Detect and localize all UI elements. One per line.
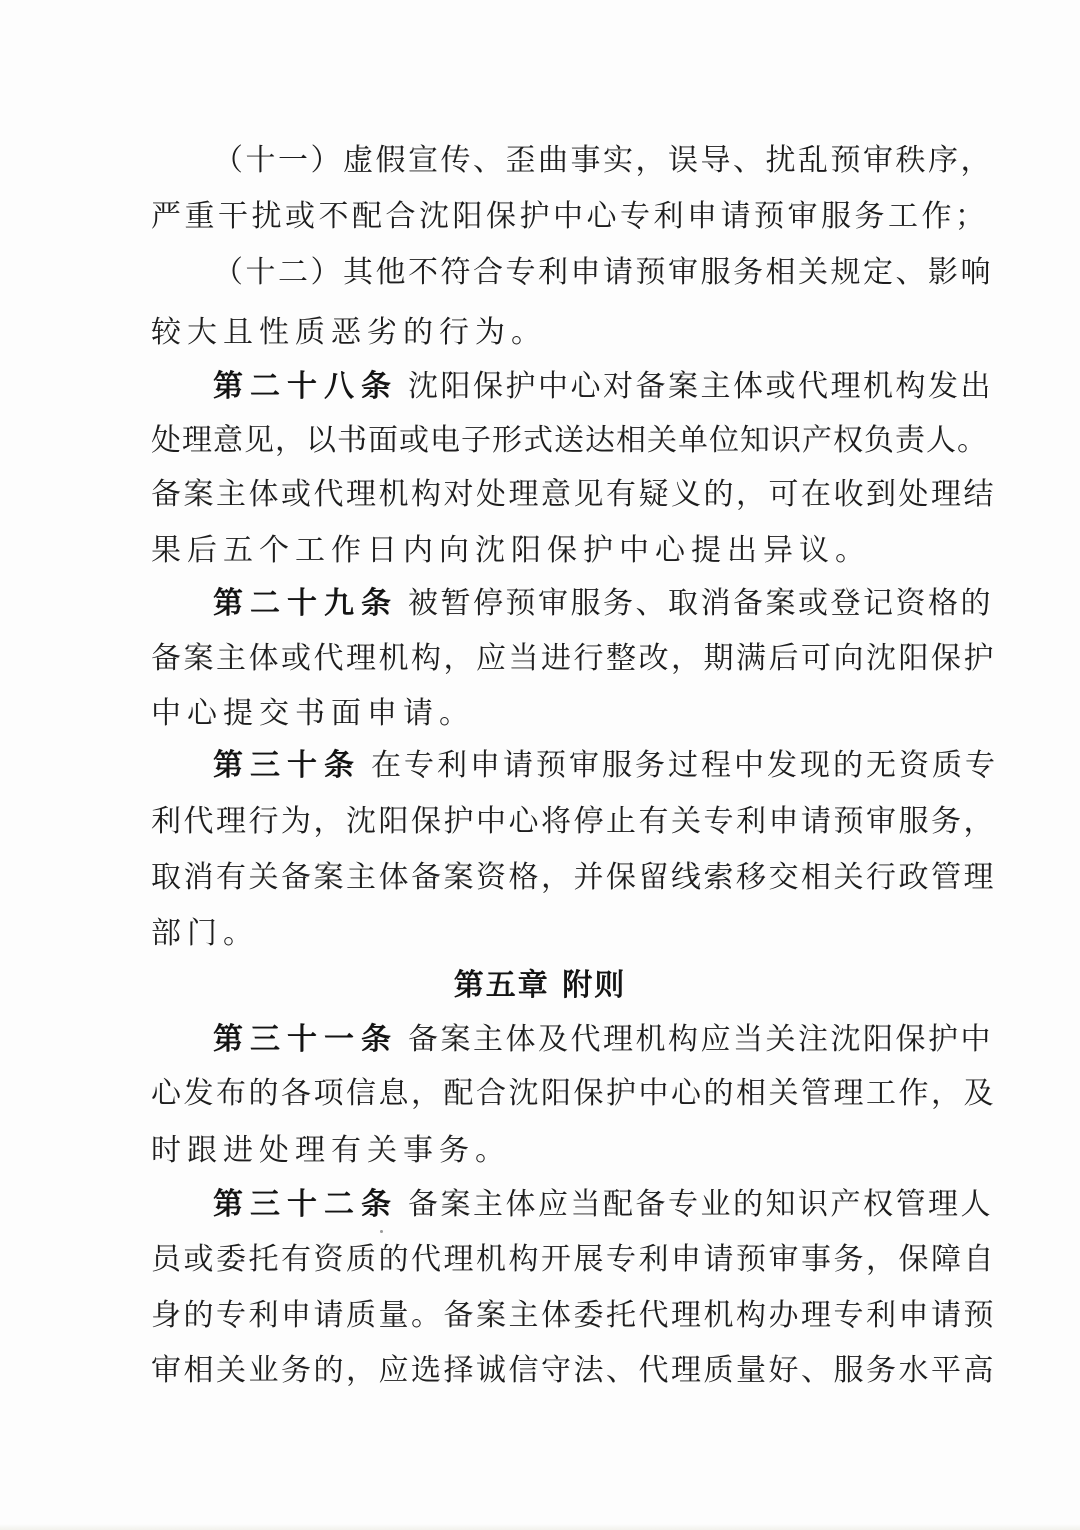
text-line: 备案主体或代理机构对处理意见有疑义的，可在收到处理结 bbox=[151, 477, 996, 512]
article-text: 在专利申请预审服务过程中发现的无资质专 bbox=[371, 748, 998, 783]
article-text: 沈阳保护中心对备案主体或代理机构发出 bbox=[408, 369, 993, 404]
article-31-line bbox=[213, 1020, 993, 1060]
text-line: 心发布的各项信息，配合沈阳保护中心的相关管理工作，及 bbox=[151, 1076, 996, 1111]
article-label: 第二十九条 bbox=[213, 586, 398, 621]
text-line: 时跟进处理有关事务。 bbox=[151, 1133, 511, 1168]
text-line: 果后五个工作日内向沈阳保护中心提出异议。 bbox=[151, 533, 871, 568]
article-text: 备案主体及代理机构应当关注沈阳保护中 bbox=[408, 1022, 993, 1057]
article-label: 第三十二条 bbox=[213, 1187, 398, 1222]
article-30-line bbox=[213, 746, 998, 786]
scan-speck bbox=[380, 1230, 383, 1233]
text-line: 取消有关备案主体备案资格，并保留线索移交相关行政管理 bbox=[151, 860, 996, 895]
article-32-line bbox=[213, 1185, 993, 1225]
text-line: 中心提交书面申请。 bbox=[151, 696, 475, 731]
article-label: 第三十一条 bbox=[213, 1022, 398, 1057]
text-line: 部门。 bbox=[151, 916, 259, 951]
article-label: 第二十八条 bbox=[213, 369, 398, 404]
text-line: 员或委托有资质的代理机构开展专利申请预审事务，保障自 bbox=[151, 1242, 996, 1277]
text-line: 审相关业务的，应选择诚信守法、代理质量好、服务水平高 bbox=[151, 1353, 996, 1388]
article-28-line bbox=[213, 367, 993, 407]
article-29-line bbox=[213, 584, 993, 624]
article-text: 备案主体应当配备专业的知识产权管理人 bbox=[408, 1187, 993, 1222]
text-line: （十二）其他不符合专利申请预审服务相关规定、影响 bbox=[213, 255, 993, 290]
text-line: 身的专利申请质量。备案主体委托代理机构办理专利申请预 bbox=[151, 1298, 996, 1333]
text-line: 较大且性质恶劣的行为。 bbox=[151, 315, 547, 350]
text-line: （十一）虚假宣传、歪曲事实，误导、扰乱预审秩序， bbox=[213, 143, 993, 178]
scan-edge bbox=[0, 1524, 1080, 1530]
text-line: 利代理行为，沈阳保护中心将停止有关专利申请预审服务， bbox=[151, 804, 996, 839]
text-line: 备案主体或代理机构，应当进行整改，期满后可向沈阳保护 bbox=[151, 641, 996, 676]
text-line: 处理意见，以书面或电子形式送达相关单位知识产权负责人。 bbox=[151, 423, 988, 458]
text-line: 严重干扰或不配合沈阳保护中心专利申请预审服务工作； bbox=[151, 199, 989, 234]
chapter-heading: 第五章 附则 bbox=[453, 968, 627, 1003]
article-label: 第三十条 bbox=[213, 748, 361, 783]
article-text: 被暂停预审服务、取消备案或登记资格的 bbox=[408, 586, 993, 621]
